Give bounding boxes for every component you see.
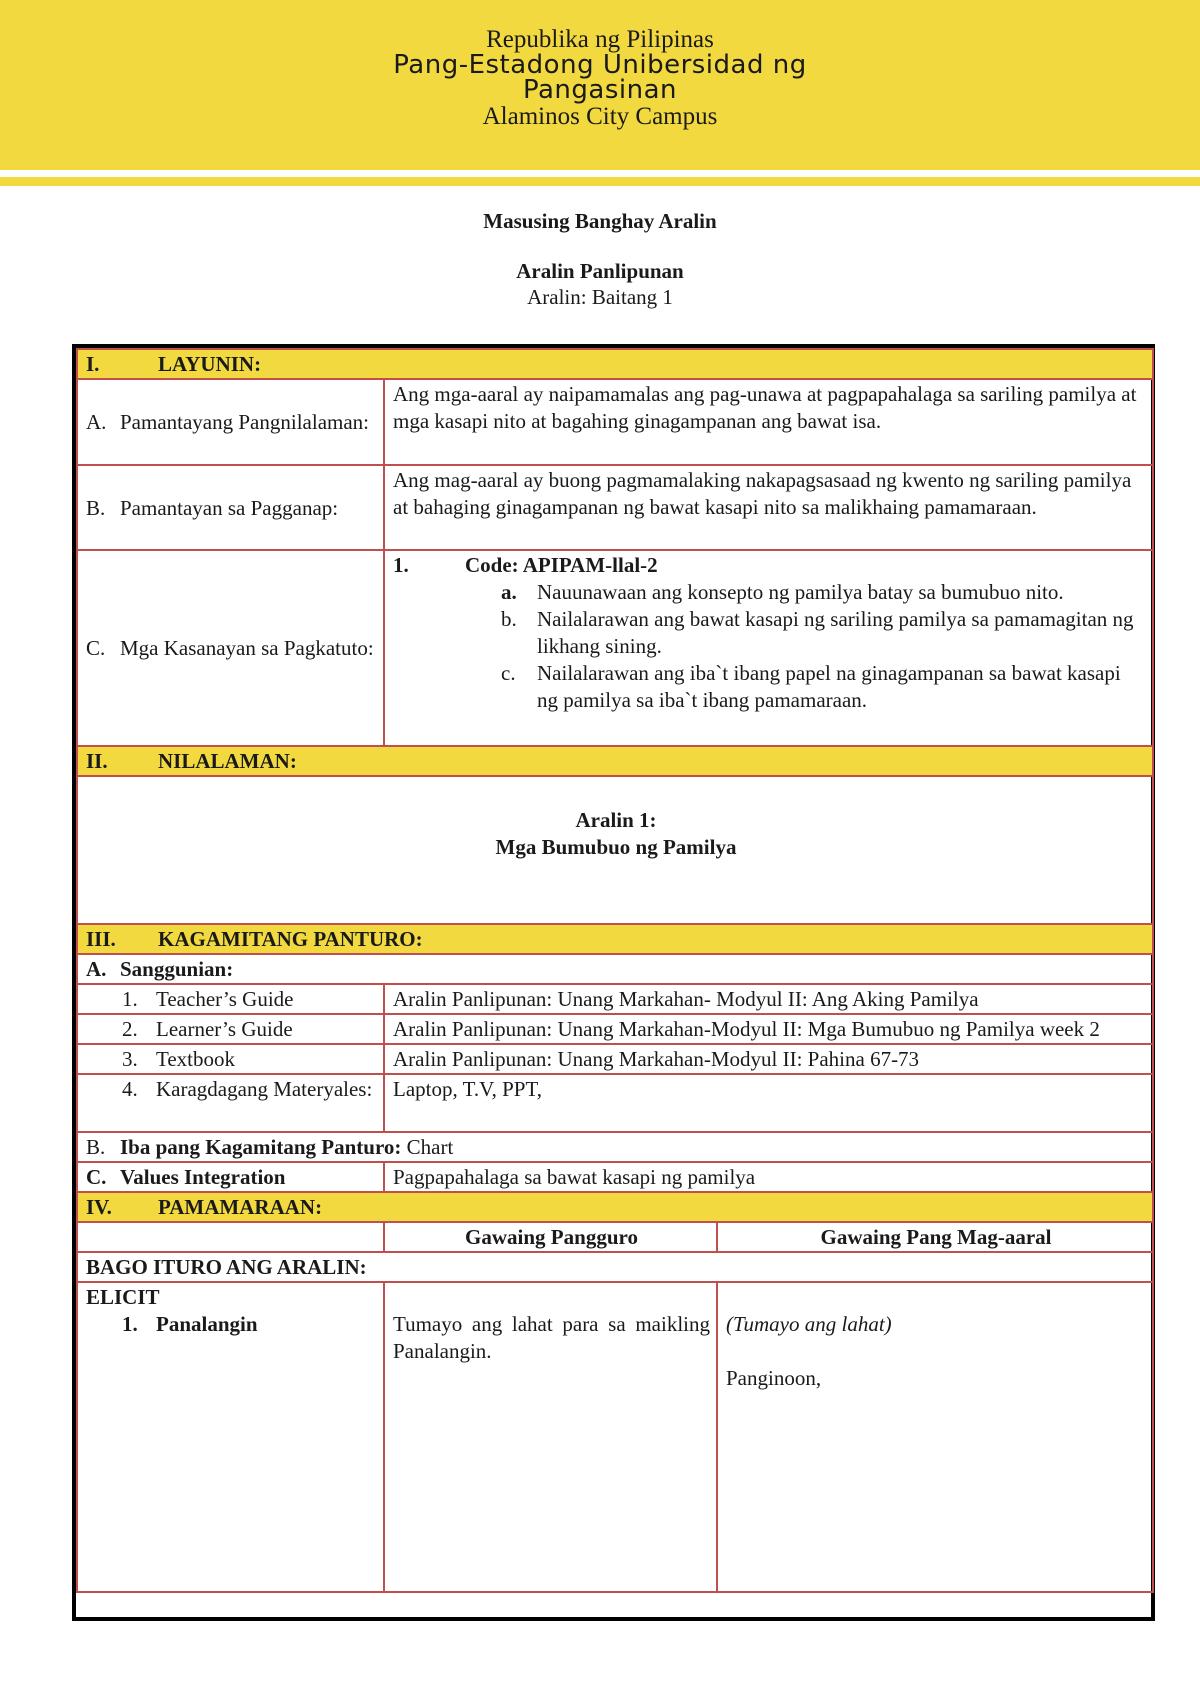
section-pamamaraan-header	[77, 1192, 1153, 1222]
section-layunin-header	[77, 349, 1153, 379]
reference-name: Karagdagang Materyales:	[156, 1077, 373, 1101]
header-line-pangasinan: Pangasinan	[522, 75, 678, 105]
header-divider	[0, 177, 1200, 186]
lesson-title: Mga Bumubuo ng Pamilya	[495, 835, 737, 859]
item-label: A.	[86, 410, 107, 434]
section-title: NILALAMAN:	[158, 749, 297, 773]
section-title: PAMAMARAAN:	[158, 1195, 323, 1219]
teacher-activity-text: Tumayo ang lahat para sa maikling Panalangin.	[393, 1312, 710, 1363]
header-line-campus: Alaminos City Campus	[482, 103, 718, 130]
student-prayer-text: Panginoon,	[726, 1366, 822, 1390]
lesson-plan-table	[76, 348, 1154, 1593]
item-value: Ang mag-aaral ay buong pagmamalaking nakapagsasaad ng kwento ng sariling pamilya at bahaging ginagampanan ng bawat kasapi nito sa malikhaing pamamaraan.	[384, 465, 1153, 550]
item-label: A.	[86, 957, 107, 981]
row-reference	[77, 1014, 1153, 1044]
section-number: I.	[86, 352, 100, 376]
column-header-teacher: Gawaing Pangguro	[384, 1222, 717, 1252]
section-nilalaman-header	[77, 746, 1153, 776]
item-label: B.	[86, 1135, 106, 1159]
item-label: C.	[86, 1165, 107, 1189]
row-column-headers	[77, 1222, 1153, 1252]
item-name: Pamantayan sa Pagganap:	[120, 495, 339, 520]
row-reference	[77, 984, 1153, 1014]
section-number: III.	[86, 927, 116, 951]
competency-item	[501, 606, 1146, 660]
section-number: IV.	[86, 1195, 112, 1219]
item-value: Chart	[406, 1135, 454, 1159]
reference-name: Textbook	[156, 1047, 236, 1071]
competency-text: Nauunawaan ang konsepto ng pamilya batay sa bumubuo nito.	[537, 580, 1064, 604]
competency-item	[501, 579, 1146, 606]
row-pamantayang-pangnilalaman	[77, 379, 1153, 465]
competency-text: Nailalarawan ang bawat kasapi ng sariling pamilya sa pamamagitan ng likhang sining.	[537, 607, 1134, 658]
subject-title: Aralin Panlipunan	[516, 259, 684, 283]
lesson-number: Aralin 1:	[575, 808, 657, 832]
activity-name: Panalangin	[156, 1312, 258, 1336]
row-reference	[77, 1074, 1153, 1132]
activity-number: 1.	[122, 1312, 138, 1336]
competency-label: a.	[501, 580, 517, 604]
row-lesson-content	[77, 776, 1153, 924]
reference-value: Aralin Panlipunan: Unang Markahan-Modyul II: Pahina 67-73	[384, 1044, 1153, 1074]
competency-text: Nailalarawan ang iba`t ibang papel na ginagampanan sa bawat kasapi ng pamilya sa iba`t ibang pamamaraan.	[537, 661, 1121, 712]
row-pamantayan-sa-pagganap	[77, 465, 1153, 550]
reference-number: 1.	[122, 987, 138, 1011]
competency-label: c.	[501, 661, 516, 685]
reference-number: 4.	[122, 1077, 138, 1101]
document-titles	[0, 208, 1200, 310]
row-sanggunian	[77, 954, 1153, 984]
reference-number: 3.	[122, 1047, 138, 1071]
item-value: Ang mga-aaral ay naipamamalas ang pag-unawa at pagpapahalaga sa sariling pamilya at mga kasapi nito at bagahing ginagampanan ang bawat isa.	[384, 379, 1153, 465]
section-title: KAGAMITANG PANTURO:	[158, 927, 423, 951]
row-reference	[77, 1044, 1153, 1074]
reference-value: Laptop, T.V, PPT,	[384, 1074, 1153, 1132]
row-values-integration	[77, 1162, 1153, 1192]
row-bago-ituro	[77, 1252, 1153, 1282]
competency-label: b.	[501, 607, 517, 631]
reference-value: Aralin Panlipunan: Unang Markahan- Modyul II: Ang Aking Pamilya	[384, 984, 1153, 1014]
item-label: B.	[86, 495, 106, 520]
competency-item	[501, 660, 1146, 714]
header-line-university: Pang-Estadong Unibersidad ng	[393, 50, 807, 80]
competency-code: Code: APIPAM-llal-2	[465, 553, 658, 577]
reference-number: 2.	[122, 1017, 138, 1041]
reference-name: Learner’s Guide	[156, 1017, 293, 1041]
header-line-republic: Republika ng Pilipinas	[486, 26, 714, 53]
item-name: Pamantayang Pangnilalaman:	[120, 410, 370, 434]
grade-label: Aralin: Baitang 1	[527, 285, 673, 309]
reference-value: Aralin Panlipunan: Unang Markahan-Modyul II: Mga Bumubuo ng Pamilya week 2	[384, 1014, 1153, 1044]
elicit-label: ELICIT	[86, 1285, 160, 1309]
code-number: 1.	[393, 553, 409, 577]
phase-label: BAGO ITURO ANG ARALIN:	[77, 1252, 1153, 1282]
section-number: II.	[86, 749, 108, 773]
item-value: Pagpapahalaga sa bawat kasapi ng pamilya	[384, 1162, 1153, 1192]
row-mga-kasanayan	[77, 550, 1153, 746]
university-header	[0, 26, 1200, 130]
item-name: Iba pang Kagamitang Panturo:	[120, 1135, 402, 1159]
item-name: Sanggunian:	[120, 957, 234, 981]
row-elicit	[77, 1282, 1153, 1592]
row-iba-pang-kagamitan	[77, 1132, 1153, 1162]
item-name: Values Integration	[120, 1165, 286, 1189]
section-kagamitan-header	[77, 924, 1153, 954]
student-activity-text: (Tumayo ang lahat)	[726, 1312, 892, 1336]
item-name: Mga Kasanayan sa Pagkatuto:	[120, 636, 374, 660]
document-title: Masusing Banghay Aralin	[483, 209, 717, 233]
item-label: C.	[86, 636, 106, 660]
column-header-student: Gawaing Pang Mag-aaral	[717, 1222, 1153, 1252]
reference-name: Teacher’s Guide	[156, 987, 294, 1011]
section-title: LAYUNIN:	[158, 352, 262, 376]
